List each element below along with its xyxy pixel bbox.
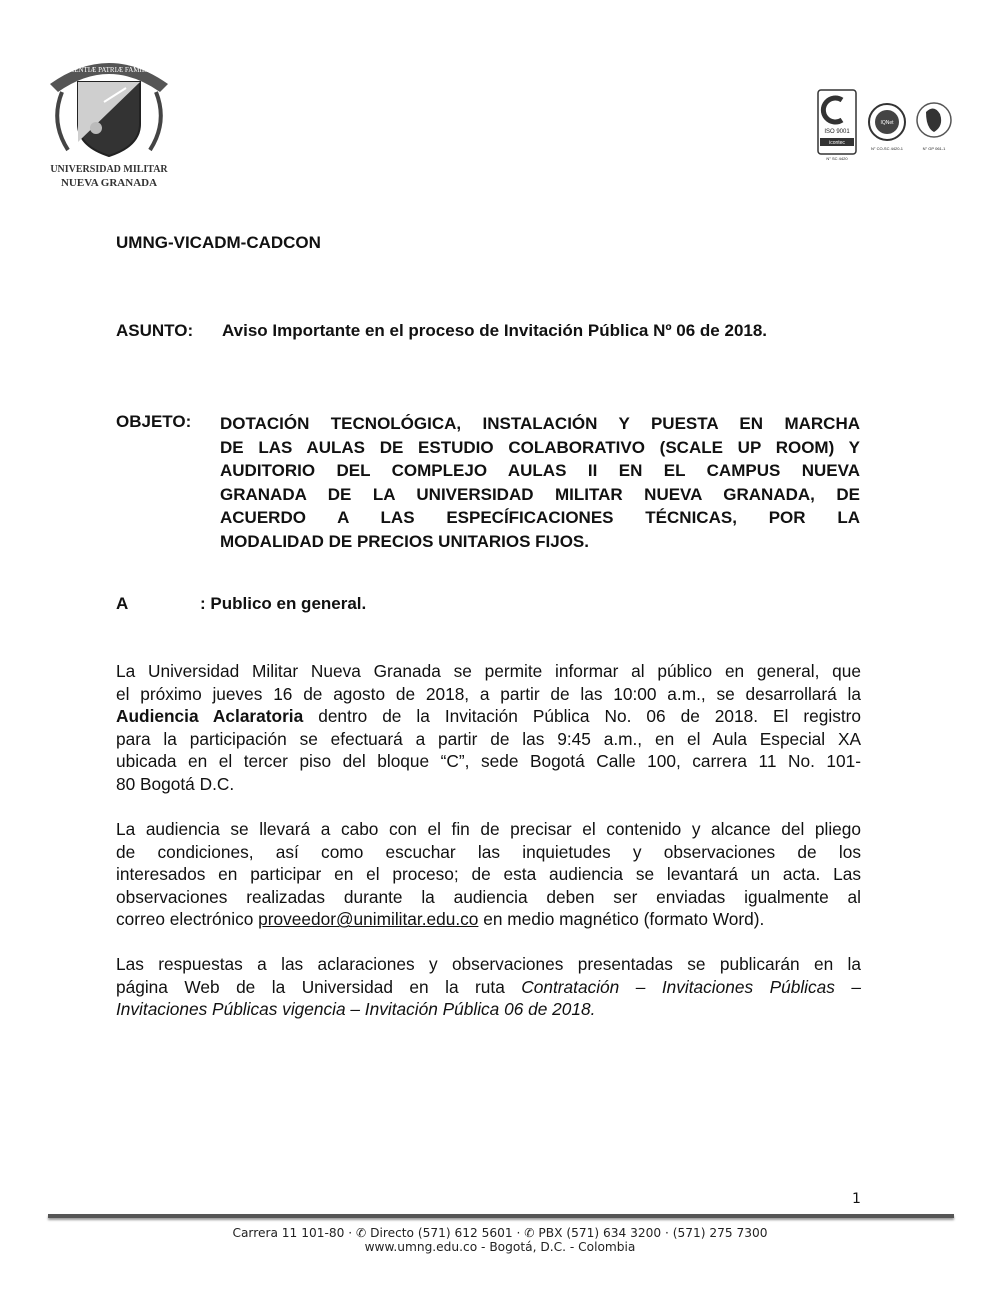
footer-divider <box>48 1214 954 1218</box>
email-link[interactable]: proveedor@unimilitar.edu.co <box>258 909 479 930</box>
cert-gp-label: N° GP 061-1 <box>922 146 946 151</box>
objeto-line: GRANADA DE LA UNIVERSIDAD MILITAR NUEVA GRANADA, DE <box>220 484 860 504</box>
objeto-line: MODALIDAD DE PRECIOS UNITARIOS FIJOS. <box>220 531 589 551</box>
objeto-line: DE LAS AULAS DE ESTUDIO COLABORATIVO (SCALE UP ROOM) Y <box>220 437 860 457</box>
recipient-line <box>116 594 366 614</box>
paragraph-line: ubicada en el tercer piso del bloque “C”, sede Bogotá Calle 100, carrera 11 No. 101- <box>116 751 861 772</box>
paragraph-announcement <box>116 660 861 796</box>
web-path-italic: Invitaciones Públicas vigencia – Invitación Pública 06 de 2018. <box>116 999 596 1020</box>
audiencia-bold: Audiencia Aclaratoria <box>116 706 304 727</box>
paragraph-fragment: dentro de la Invitación Pública No. 06 de 2018. El registro <box>303 706 861 727</box>
paragraph-line <box>116 998 861 1021</box>
web-path-italic: Contratación – Invitaciones Públicas – <box>521 976 861 997</box>
university-crest-icon <box>44 42 174 192</box>
cert-iso-label: ISO 9001 <box>824 129 850 135</box>
cert-sc-label: N° SC 4420 <box>826 156 848 161</box>
paragraph-line: el próximo jueves 16 de agosto de 2018, a partir de las 10:00 a.m., se desarrollará la <box>116 683 861 704</box>
paragraph-line: de condiciones, así como escuchar las inquietudes y observaciones de los <box>116 841 861 862</box>
paragraph-responses <box>116 953 861 1021</box>
cert-co-label: N° CO-SC 4420-1 <box>870 146 904 151</box>
paragraph-line <box>116 705 861 728</box>
paragraph-purpose <box>116 818 861 931</box>
paragraph-line: La audiencia se llevará a cabo con el fin de precisar el contenido y alcance del pliego <box>116 819 861 839</box>
document-reference: UMNG-VICADM-CADCON <box>116 233 321 252</box>
paragraph-fragment: en medio magnético (formato Word). <box>478 909 765 930</box>
objeto-line: DOTACIÓN TECNOLÓGICA, INSTALACIÓN Y PUESTA EN MARCHA <box>220 414 860 433</box>
cert-icontec-label: icontec <box>829 140 845 146</box>
paragraph-line: observaciones realizadas durante la audiencia deben ser enviadas igualmente al <box>116 886 861 907</box>
logo-name-line1: UNIVERSIDAD MILITAR <box>50 164 168 175</box>
objeto-label: OBJETO: <box>116 412 192 431</box>
logo-motto: SCIENTIÆ PATRIÆ FAMILIÆ <box>63 66 155 74</box>
paragraph-line: para la participación se efectuará a partir de las 9:45 a.m., en el Aula Especial XA <box>116 728 861 749</box>
logo-name-line2: NUEVA GRANADA <box>60 177 158 189</box>
paragraph-line: La Universidad Militar Nueva Granada se permite informar al público en general, que <box>116 661 861 681</box>
paragraph-line <box>116 908 861 931</box>
university-logo <box>44 42 174 192</box>
asunto-label: ASUNTO: <box>116 321 194 340</box>
paragraph-line: 80 Bogotá D.C. <box>116 773 235 794</box>
cert-iqnet-label: IQNet <box>880 120 894 126</box>
objeto-text <box>220 412 860 553</box>
objeto-line: AUDITORIO DEL COMPLEJO AULAS II EN EL CAMPUS NUEVA <box>220 461 860 480</box>
asunto-line <box>116 321 767 341</box>
paragraph-line <box>116 976 861 999</box>
paragraph-line: Las respuestas a las aclaraciones y observaciones presentadas se publicarán en la <box>116 954 861 974</box>
footer-address: Carrera 11 101-80 · ✆ Directo (571) 612 5601 · ✆ PBX (571) 634 3200 · (571) 275 7300 <box>232 1226 768 1240</box>
paragraph-fragment: página Web de la Universidad en la ruta <box>116 976 522 997</box>
recipient-label: A <box>116 594 129 613</box>
objeto-line: ACUERDO A LAS ESPECÍFICACIONES TÉCNICAS, POR LA <box>220 508 860 527</box>
asunto-text: Aviso Importante en el proceso de Invitación Pública Nº 06 de 2018. <box>222 321 768 340</box>
paragraph-fragment: correo electrónico <box>116 909 259 930</box>
certification-logos <box>812 86 960 164</box>
paragraph-line: interesados en participar en el proceso; de esta audiencia se levantará un acta. Las <box>116 864 861 885</box>
recipient-text: : Publico en general. <box>200 594 367 613</box>
certification-seals-icon <box>812 86 960 164</box>
page-number: 1 <box>852 1191 861 1207</box>
footer-website: www.umng.edu.co - Bogotá, D.C. - Colombia <box>364 1240 636 1254</box>
